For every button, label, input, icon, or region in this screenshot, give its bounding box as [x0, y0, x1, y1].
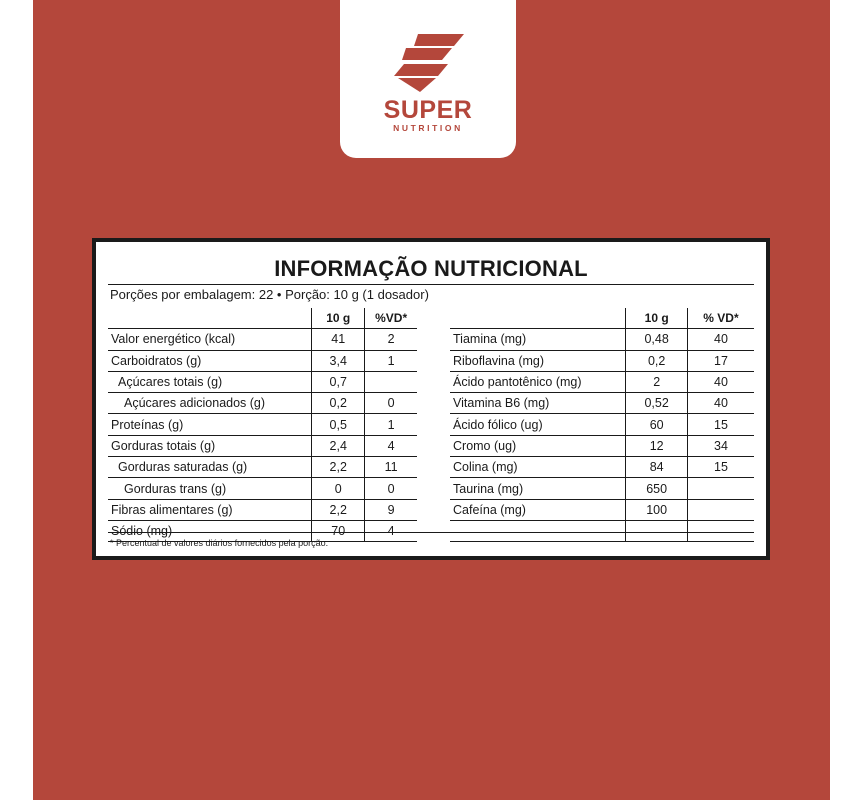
nutrient-name: Açúcares totais (g)	[108, 371, 312, 392]
nutrient-vd: 1	[365, 350, 417, 371]
nutrient-vd: 11	[365, 457, 417, 478]
nutrient-vd: 15	[687, 457, 754, 478]
nutrient-amount: 2,2	[312, 457, 365, 478]
nutrient-amount: 0,7	[312, 371, 365, 392]
table-row	[450, 457, 754, 478]
table-row	[108, 329, 417, 350]
table-row	[108, 414, 417, 435]
nutrient-name: Tiamina (mg)	[450, 329, 626, 350]
nutrient-vd: 9	[365, 499, 417, 520]
nutrient-name: Riboflavina (mg)	[450, 350, 626, 371]
nutrient-vd: 40	[687, 329, 754, 350]
nutrient-amount: 0,52	[626, 393, 687, 414]
nutrient-vd: 2	[365, 329, 417, 350]
divider	[108, 284, 754, 285]
table-row	[450, 393, 754, 414]
nutrient-name: Proteínas (g)	[108, 414, 312, 435]
nutrient-amount: 0,48	[626, 329, 687, 350]
nutrient-amount: 84	[626, 457, 687, 478]
nutrient-vd: 0	[365, 393, 417, 414]
nutrition-table-right	[450, 308, 754, 542]
table-row	[108, 393, 417, 414]
nutrient-name: Açúcares adicionados (g)	[108, 393, 312, 414]
nutrient-vd: 34	[687, 435, 754, 456]
nutrient-name: Cromo (ug)	[450, 435, 626, 456]
nutrient-amount: 2,4	[312, 435, 365, 456]
nutrient-vd: 17	[687, 350, 754, 371]
nutrient-amount: 3,4	[312, 350, 365, 371]
column-header-vd: % VD*	[687, 308, 754, 329]
table-row	[450, 371, 754, 392]
nutrient-vd: 15	[687, 414, 754, 435]
nutrition-label	[92, 238, 770, 560]
table-row	[450, 435, 754, 456]
nutrient-vd	[687, 499, 754, 520]
nutrient-amount: 650	[626, 478, 687, 499]
nutrient-vd: 0	[365, 478, 417, 499]
portions-text: Porções por embalagem: 22 • Porção: 10 g (1 dosador)	[110, 287, 429, 302]
nutrient-name: Gorduras saturadas (g)	[108, 457, 312, 478]
nutrient-amount: 2	[626, 371, 687, 392]
nutrient-vd: 4	[365, 435, 417, 456]
nutrient-name: Colina (mg)	[450, 457, 626, 478]
nutrient-vd: 40	[687, 393, 754, 414]
nutrient-amount: 12	[626, 435, 687, 456]
nutrient-name: Carboidratos (g)	[108, 350, 312, 371]
nutrient-name: Fibras alimentares (g)	[108, 499, 312, 520]
nutrient-name: Taurina (mg)	[450, 478, 626, 499]
nutrient-amount: 70	[312, 520, 365, 541]
nutrient-name: Gorduras totais (g)	[108, 435, 312, 456]
nutrient-vd	[365, 371, 417, 392]
nutrient-amount: 0	[312, 478, 365, 499]
nutrient-amount: 60	[626, 414, 687, 435]
nutrient-name: Cafeína (mg)	[450, 499, 626, 520]
column-header-amount: 10 g	[626, 308, 687, 329]
column-header-blank	[450, 308, 626, 329]
table-row	[108, 350, 417, 371]
table-row	[450, 414, 754, 435]
table-row	[108, 371, 417, 392]
nutrient-amount: 2,2	[312, 499, 365, 520]
divider	[108, 532, 754, 533]
nutrient-name: Gorduras trans (g)	[108, 478, 312, 499]
table-row	[108, 435, 417, 456]
nutrient-name: Valor energético (kcal)	[108, 329, 312, 350]
nutrient-name: Vitamina B6 (mg)	[450, 393, 626, 414]
nutrient-name: Ácido pantotênico (mg)	[450, 371, 626, 392]
nutrient-name: Ácido fólico (ug)	[450, 414, 626, 435]
nutrient-amount: 0,5	[312, 414, 365, 435]
label-title: INFORMAÇÃO NUTRICIONAL	[274, 256, 588, 281]
column-header-vd: %VD*	[365, 308, 417, 329]
logo-tab	[340, 0, 516, 158]
table-row	[450, 478, 754, 499]
nutrient-amount: 0,2	[312, 393, 365, 414]
lightning-bolt-icon	[392, 34, 464, 92]
nutrition-table-left	[108, 308, 417, 542]
column-header-blank	[108, 308, 312, 329]
nutrient-vd: 1	[365, 414, 417, 435]
nutrient-vd	[687, 478, 754, 499]
table-row	[108, 499, 417, 520]
nutrient-name: Sódio (mg)	[108, 520, 312, 541]
nutrient-vd: 4	[365, 520, 417, 541]
nutrient-vd: 40	[687, 371, 754, 392]
table-row	[108, 478, 417, 499]
nutrient-amount: 41	[312, 329, 365, 350]
table-row	[450, 499, 754, 520]
footnote: * Percentual de valores diários fornecidos pela porção.	[110, 538, 329, 548]
table-row	[108, 457, 417, 478]
nutrient-amount: 0,2	[626, 350, 687, 371]
table-row	[450, 350, 754, 371]
column-header-amount: 10 g	[312, 308, 365, 329]
logo-wordmark: SUPER	[383, 96, 473, 124]
table-row	[450, 329, 754, 350]
logo-subtitle: NUTRITION	[393, 123, 463, 133]
nutrient-amount: 100	[626, 499, 687, 520]
